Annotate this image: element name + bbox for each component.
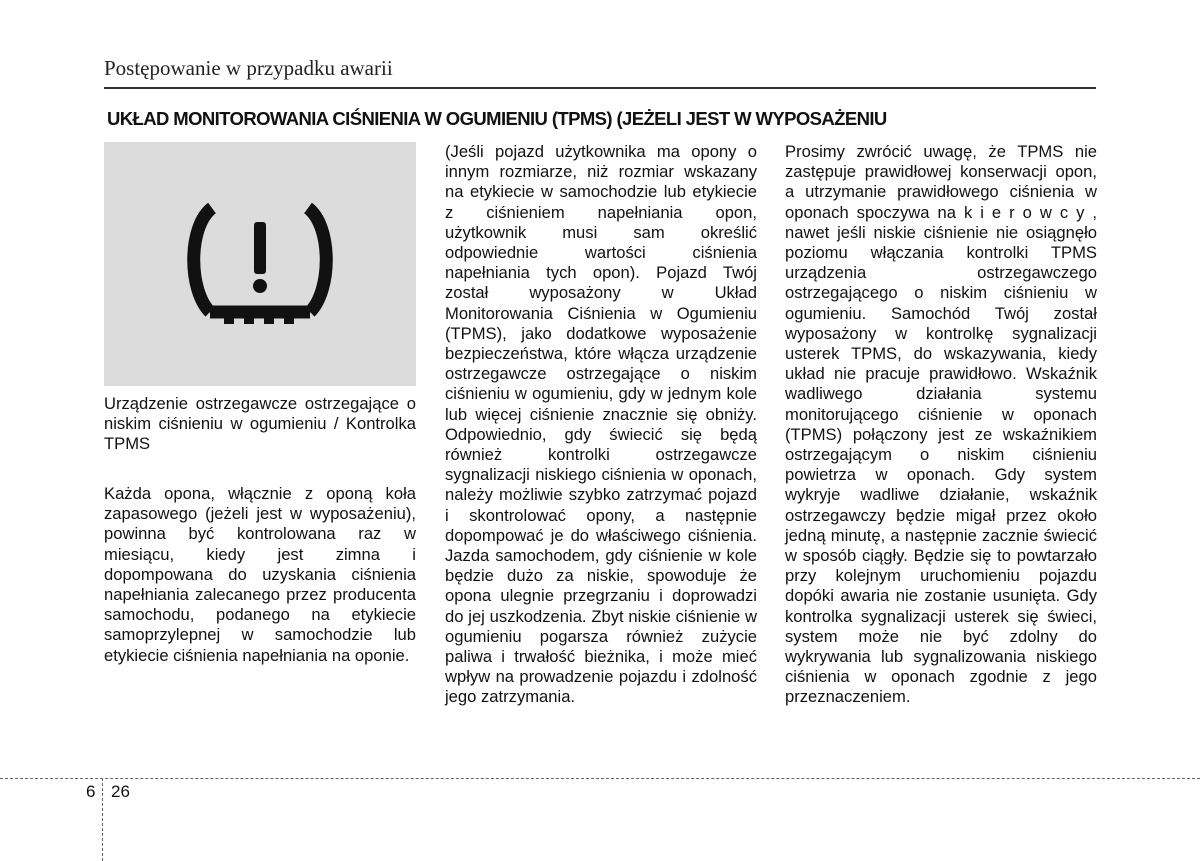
tpms-warning-icon (104, 142, 416, 386)
page-number: 26 (111, 782, 130, 801)
figure-caption-text: Urządzenie ostrzegawcze ostrzegające o niskim ciśnieniu w ogumieniu / Kontrolka TPMS (104, 394, 416, 454)
column-2 (445, 142, 757, 708)
column-3 (785, 142, 1097, 708)
column-2-paragraph: (Jeśli pojazd użytkownika ma opony o innym rozmiarze, niż rozmiar wskazany na etykiecie w samochodzie lub etykiecie z ciśnieniem napełniania opon, użytkownik musi sam określić odpowiednie wartości ciśnienia napełniania tych opon). Pojazd Twój został wyposażony w Układ Monitorowania Ciśnienia w Ogumieniu (TPMS), jako dodatkowe wyposażenie bezpieczeństwa, które włącza urządzenie ostrzegawcze ostrzegające o niskim ciśnieniu w ogumieniu, gdy w jednym kole lub więcej ciśnienie znacznie się obniży. Odpowiednio, gdy świecić się będą również kontrolki ostrzegawcze sygnalizacji niskiego ciśnienia w oponach, należy możliwie szybko zatrzymać pojazd i skontrolować opony, a następnie dopompować je do właściwego ciśnienia. Jazda samochodem, gdy ciśnienie w kole będzie dużo za niskie, spowoduje że opona ulegnie przegrzaniu i doprowadzi do jej uszkodzenia. Zbyt niskie ciśnienie w ogumieniu pogarsza również zużycie paliwa i trwałość bieżnika, i może mieć wpływ na prowadzenie pojazdu i zdolność jego zatrzymania. (445, 142, 757, 707)
footer-vertical-rule (102, 778, 103, 861)
figure-caption (104, 394, 416, 455)
section-title: UKŁAD MONITOROWANIA CIŚNIENIA W OGUMIENIU (TPMS) (JEŻELI JEST W WYPOSAŻENIU (107, 108, 887, 129)
chapter-number: 6 (86, 782, 96, 801)
column-1-paragraph: Każda opona, włącznie z oponą koła zapasowego (jeżeli jest w wyposażeniu), powinna być kontrolowana raz w miesiącu, kiedy jest zimna i dopompowana do uzyskania ciśnienia napełniania zalecanego przez producenta samochodu, podanego na etykiecie samoprzylepnej w samochodzie lub etykiecie ciśnienia napełniania na oponie. (104, 484, 416, 665)
header-rule (104, 87, 1096, 89)
column-1 (104, 484, 416, 666)
column-3-paragraph: Prosimy zwrócić uwagę, że TPMS nie zastępuje prawidłowej konserwacji opon, a utrzymanie prawidłowego ciśnienia w oponach spoczywa na k i e r o w c y , nawet jeśli niskie ciśnienie nie osiągnęło poziomu włączania kontrolki TPMS urządzenia ostrzegawczego ostrzegającego o niskim ciśnieniu w ogumieniu. Samochód Twój został wyposażony w kontrolkę sygnalizacji usterek TPMS, do wskazywania, kiedy układ nie pracuje prawidłowo. Wskaźnik wadliwego działania systemu monitorującego ciśnienie w oponach (TPMS) połączony jest ze wskaźnikiem ostrzegającym o niskim ciśnieniu powietrza w oponach. Gdy system wykryje wadliwe działanie, wskaźnik ostrzegawczy będzie migał przez około jedną minutę, a następnie zacznie świecić w sposób ciągły. Będzie się to powtarzało przy kolejnym uruchomieniu pojazdu dopóki awaria nie zostanie usunięta. Gdy kontrolka sygnalizacji usterek się świeci, system może nie być zdolny do wykrywania lub sygnalizowania niskiego ciśnienia w oponach zgodnie z jego przeznaczeniem. (785, 142, 1097, 707)
footer-rule (0, 778, 1200, 779)
running-head-title: Postępowanie w przypadku awarii (104, 56, 393, 80)
tpms-figure (104, 142, 416, 386)
